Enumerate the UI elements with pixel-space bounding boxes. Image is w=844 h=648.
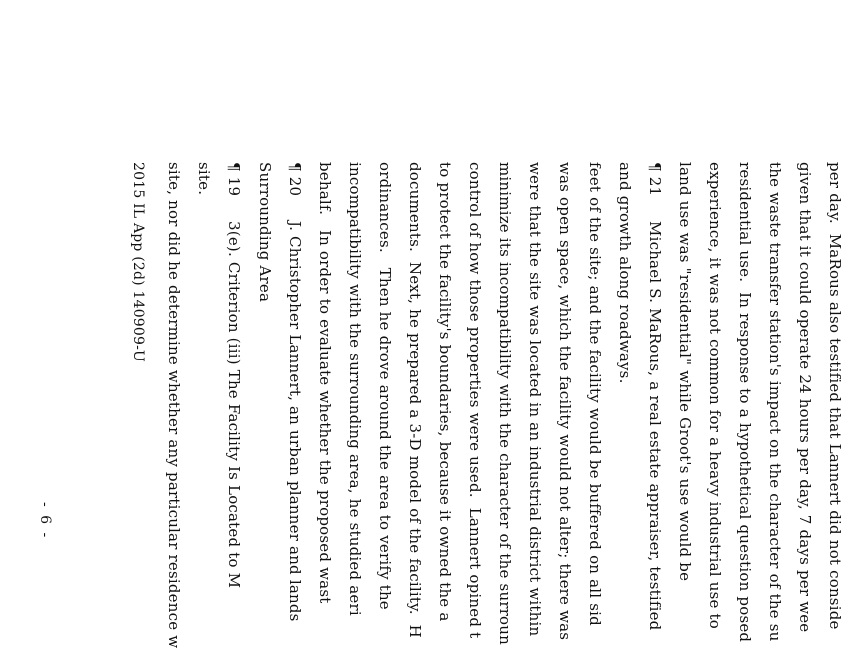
body-line: ordinances. Then he drove around the area to verify the	[376, 162, 394, 610]
body-line: and growth along roadways.	[616, 162, 634, 384]
body-line: were that the site was located in an industrial district within	[526, 162, 544, 637]
page-number: - 6 -	[37, 502, 53, 540]
running-header: 2015 IL App (2d) 140909-U	[130, 162, 146, 363]
body-line: per day. MaRous also testified that Lannert did not conside	[826, 162, 844, 630]
body-line: control of how those properties were used. Lannert opined t	[466, 162, 484, 639]
section-heading: Surrounding Area	[256, 162, 274, 303]
body-line: site, nor did he determine whether any particular residence w	[165, 162, 183, 648]
body-line: behalf. In order to evaluate whether the proposed wast	[316, 162, 334, 604]
section-heading: ¶ 19 3(e). Criterion (iii) The Facility Is Located to M	[225, 162, 243, 589]
body-line: land use was "residential" while Groot's use would be	[676, 162, 694, 582]
body-line: was open space, which the facility would not alter; there was	[556, 162, 574, 641]
body-line: the waste transfer station's impact on the character of the su	[766, 162, 784, 642]
body-line: residential use. In response to a hypothetical question posed	[736, 162, 754, 643]
body-line: site.	[195, 162, 213, 196]
body-line: feet of the site; and the facility would be buffered on all sid	[586, 162, 604, 626]
body-line: to protect the facility's boundaries, because it owned the a	[436, 162, 454, 622]
body-line: experience, it was not common for a heavy industrial use to	[706, 162, 724, 630]
body-line: minimize its incompatibility with the character of the surroun	[496, 162, 514, 646]
body-line: incompatibility with the surrounding area, he studied aeri	[346, 162, 364, 616]
body-line: documents. Next, he prepared a 3-D model of the facility. H	[406, 162, 424, 638]
body-line: given that it could operate 24 hours per day, 7 days per wee	[796, 162, 814, 633]
body-line: ¶ 21 Michael S. MaRous, a real estate appraiser, testified	[646, 162, 664, 631]
body-line: ¶ 20 J. Christopher Lannert, an urban planner and lands	[286, 162, 304, 622]
